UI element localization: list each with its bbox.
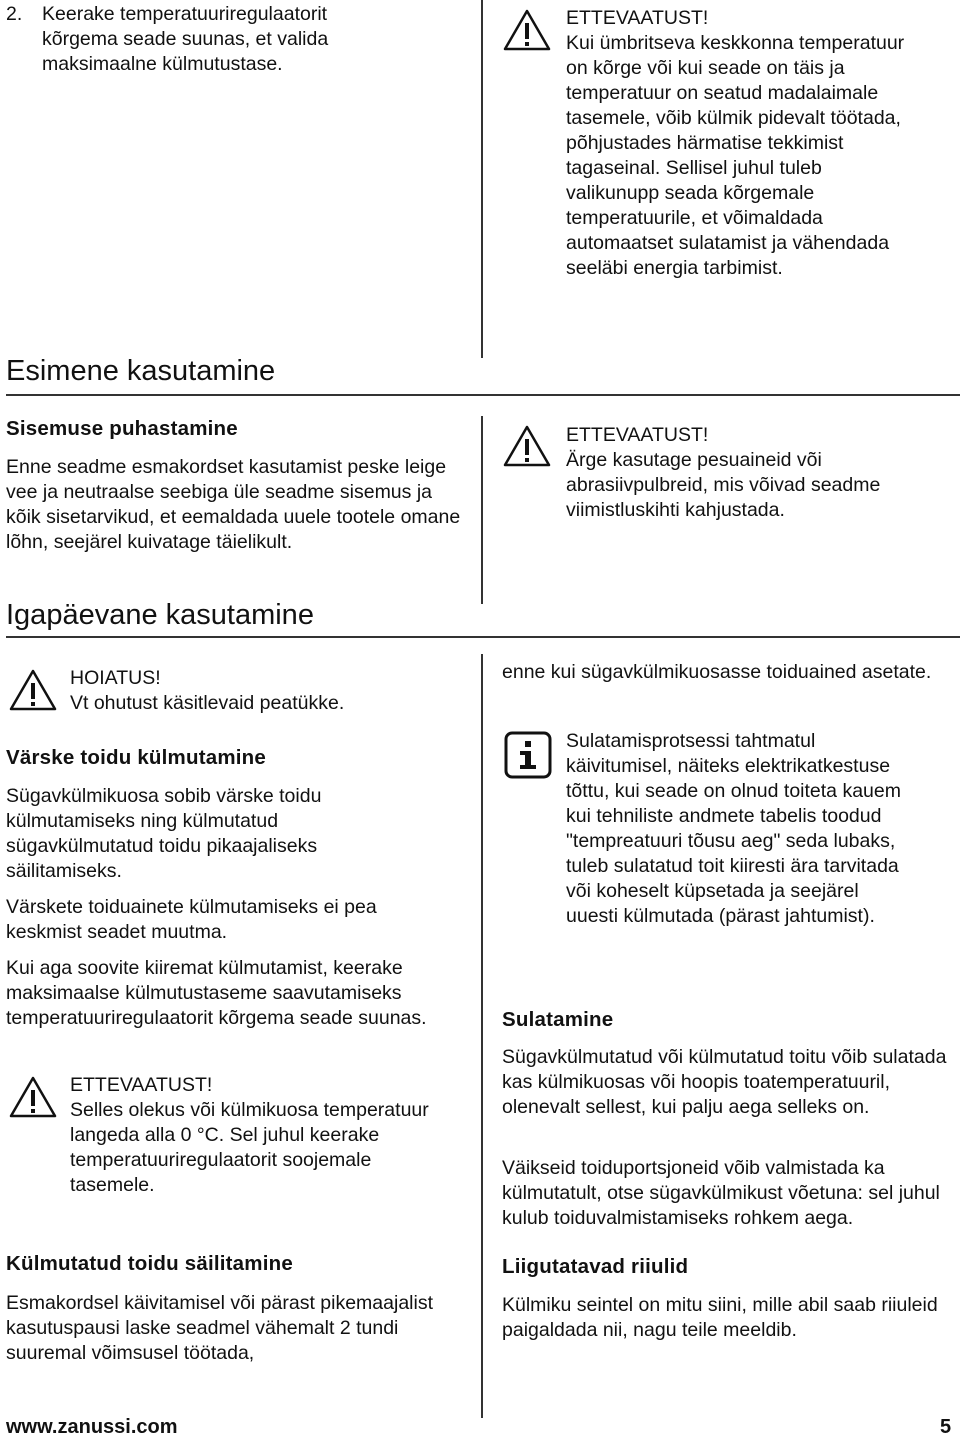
step-text: Keerake temperatuuriregulaatorit kõrgema seade suunas, et valida maksimaalne külmutustase. [42, 3, 329, 75]
fresh-food-p2: Värskete toiduainete külmutamiseks ei pea keskmist seadet muutma. [6, 896, 377, 943]
caution-title-mid: ETTEVAATUST! [566, 424, 709, 446]
column-divider-top [481, 0, 483, 358]
caution-title-left: ETTEVAATUST! [70, 1074, 213, 1096]
first-use-rule [6, 394, 960, 396]
cleaning-heading: Sisemuse puhastamine [6, 417, 238, 440]
warning-text: Vt ohutust käsitlevaid peatükke. [70, 692, 345, 714]
storage-text: Esmakordsel käivitamisel või pärast pikemaajalist kasutuspausi laske seadmel vähemalt 2 tundi suuremal võimsusel töötada, [6, 1292, 433, 1364]
caution-triangle-icon [8, 1075, 58, 1119]
footer-url[interactable]: www.zanussi.com [6, 1416, 178, 1438]
caution-text-top: Kui ümbritseva keskkonna temperatuur on kõrge või kui seade on täis ja temperatuur on seatud madalaimale tasemele, võib külmik pidevalt töötada, põhjustades härmatise tekkimist tagaseinal. Sellisel juhul tuleb valikunupp seada kõrgemale temperatuurile, et võimaldada automaatset sulatamist ja vähendada seeläbi energia tarbimist. [566, 32, 905, 279]
fresh-food-heading: Värske toidu külmutamine [6, 746, 266, 769]
thawing-p1: Sügavkülmutatud või külmutatud toitu võib sulatada kas külmikuosas või hoopis toatemperatuuril, olenevalt sellest, kui palju aega selleks on. [502, 1046, 947, 1118]
cleaning-text: Enne seadme esmakordset kasutamist peske leige vee ja neutraalse seebiga üle seadme sisemus ja kõik sisetarvikud, et eemaldada uuele tootele omane lõhn, seejärel kuivatage täielikult. [6, 456, 461, 553]
info-icon [504, 731, 552, 779]
column-divider-bottom [481, 654, 483, 1418]
thawing-p2: Väikseid toiduportsjoneid võib valmistada ka külmutatult, otse sügavkülmikust võetuna: sel juhul kulub toiduvalmistamiseks rohkem aega. [502, 1157, 940, 1229]
fresh-food-p1: Sügavkülmikuosa sobib värske toidu külmutamiseks ning külmutatud sügavkülmutatud toidu pikaajaliseks säilitamiseks. [6, 785, 322, 882]
caution-triangle-icon [502, 424, 552, 468]
step-number: 2. [6, 3, 23, 25]
caution-text-left: Selles olekus või külmikuosa temperatuur langeda alla 0 °C. Sel juhul keerake temperatuuriregulaatorit soojemale tasemele. [70, 1099, 429, 1196]
daily-use-heading: Igapäevane kasutamine [6, 599, 314, 631]
shelves-heading: Liigutatavad riiulid [502, 1255, 689, 1278]
info-text: Sulatamisprotsessi tahtmatul käivitumisel, näiteks elektrikatkestuse tõttu, kui seade on olnud toiteta kauem kui tehniliste andmete tabelis toodud "tempreatuuri tõusu aeg" seda lubaks, tuleb sulatatud toit kiiresti ära tarvitada või koheselt küpsetada ja seejärel uuesti külmutada (pärast jahtumist). [566, 730, 901, 927]
page-number: 5 [940, 1416, 952, 1438]
first-use-heading: Esimene kasutamine [6, 355, 276, 387]
storage-heading: Külmutatud toidu säilitamine [6, 1252, 293, 1275]
warning-title: HOIATUS! [70, 667, 161, 689]
continued-text: enne kui sügavkülmikuosasse toiduained asetate. [502, 661, 932, 683]
caution-text-mid: Ärge kasutage pesuaineid või abrasiivpulbreid, mis võivad seadme viimistluskihti kahjustada. [566, 449, 881, 521]
shelves-text: Külmiku seintel on mitu siini, mille abil saab riiuleid paigaldada nii, nagu teile meeldib. [502, 1294, 938, 1341]
column-divider-mid [481, 416, 483, 604]
caution-triangle-icon [502, 8, 552, 52]
thawing-heading: Sulatamine [502, 1008, 614, 1031]
fresh-food-p3: Kui aga soovite kiiremat külmutamist, keerake maksimaalse külmutustaseme saavutamiseks temperatuuriregulaatorit kõrgema seade suunas. [6, 957, 427, 1029]
warning-triangle-icon [8, 668, 58, 712]
caution-title-top: ETTEVAATUST! [566, 7, 709, 29]
daily-use-rule [6, 636, 960, 638]
